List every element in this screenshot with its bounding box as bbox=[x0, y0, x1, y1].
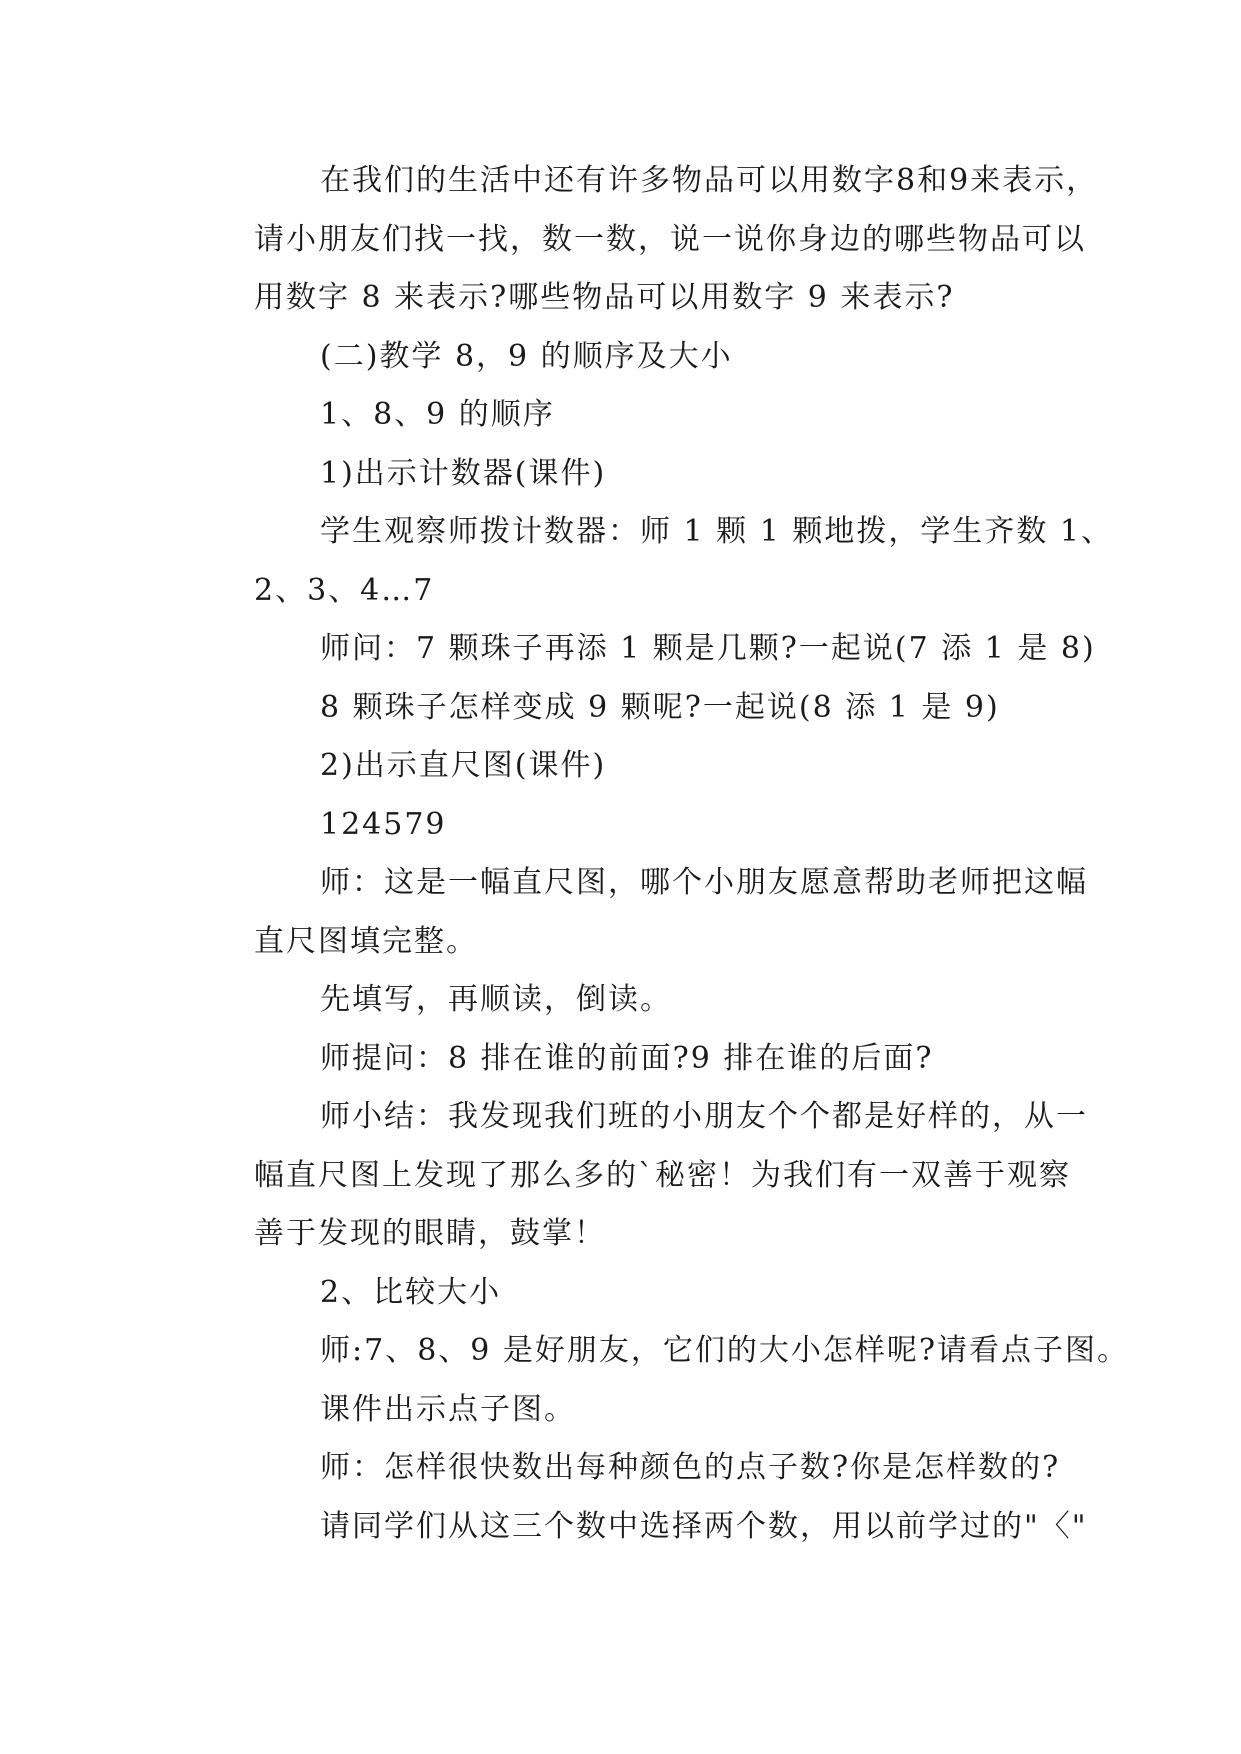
paragraph bbox=[188, 854, 1088, 971]
text-line: 1、8、9 的顺序 bbox=[320, 397, 555, 432]
text-line: 124579 bbox=[320, 806, 447, 842]
step-heading bbox=[188, 445, 1088, 504]
paragraph bbox=[188, 1439, 1088, 1498]
text-line: 1)出示计数器(课件) bbox=[320, 455, 607, 491]
subsection-heading bbox=[188, 1264, 1088, 1323]
text-line: 请小朋友们找一找，数一数，说一说你身边的哪些物品可以 bbox=[254, 221, 1086, 257]
text-line: 善于发现的眼睛，鼓掌！ bbox=[254, 1216, 606, 1251]
paragraph bbox=[188, 620, 1096, 679]
paragraph bbox=[188, 1030, 1088, 1089]
paragraph bbox=[188, 679, 1088, 738]
paragraph-intro bbox=[188, 152, 1099, 328]
text-line: 师小结：我发现我们班的小朋友个个都是好样的，从一 bbox=[320, 1099, 1088, 1134]
text-line: 学生观察师拨计数器：师 1 颗 1 颗地拨，学生齐数 1、 bbox=[320, 514, 1113, 549]
section-heading bbox=[188, 328, 1088, 387]
subsection-heading bbox=[188, 386, 1088, 445]
text-line: 师：怎样很快数出每种颜色的点子数?你是怎样数的? bbox=[320, 1450, 1061, 1485]
text-line: 请同学们从这三个数中选择两个数，用以前学过的"〈" bbox=[320, 1508, 1088, 1544]
text-line: 在我们的生活中还有许多物品可以用数字8和9来表示， bbox=[320, 163, 1099, 198]
text-line: 师提问：8 排在谁的前面?9 排在谁的后面? bbox=[320, 1040, 934, 1076]
paragraph bbox=[188, 796, 1088, 855]
text-line: 课件出示点子图。 bbox=[320, 1391, 576, 1427]
text-line: 2)出示直尺图(课件) bbox=[320, 748, 607, 783]
text-line: 先填写，再顺读，倒读。 bbox=[320, 982, 672, 1017]
text-line: 用数字 8 来表示?哪些物品可以用数字 9 来表示? bbox=[254, 280, 955, 315]
paragraph bbox=[188, 971, 1088, 1030]
text-line: (二)教学 8，9 的顺序及大小 bbox=[320, 338, 733, 374]
text-line: 幅直尺图上发现了那么多的`秘密！为我们有一双善于观察 bbox=[254, 1157, 1071, 1193]
text-line: 8 颗珠子怎样变成 9 颗呢?一起说(8 添 1 是 9) bbox=[320, 689, 1000, 725]
text-line: 师问：7 颗珠子再添 1 颗是几颗?一起说(7 添 1 是 8) bbox=[320, 631, 1096, 666]
document-body bbox=[188, 152, 1129, 1556]
paragraph bbox=[188, 503, 1113, 620]
text-line: 2、3、4…7 bbox=[254, 572, 435, 608]
text-line: 师:7、8、9 是好朋友，它们的大小怎样呢?请看点子图。 bbox=[320, 1333, 1129, 1368]
text-line: 2、比较大小 bbox=[320, 1274, 502, 1310]
paragraph bbox=[188, 1322, 1129, 1381]
paragraph bbox=[188, 1088, 1088, 1264]
text-line: 直尺图填完整。 bbox=[254, 923, 478, 959]
paragraph bbox=[188, 1381, 1088, 1440]
step-heading bbox=[188, 737, 1088, 796]
text-line: 师：这是一幅直尺图，哪个小朋友愿意帮助老师把这幅 bbox=[320, 865, 1088, 900]
paragraph bbox=[188, 1498, 1088, 1557]
